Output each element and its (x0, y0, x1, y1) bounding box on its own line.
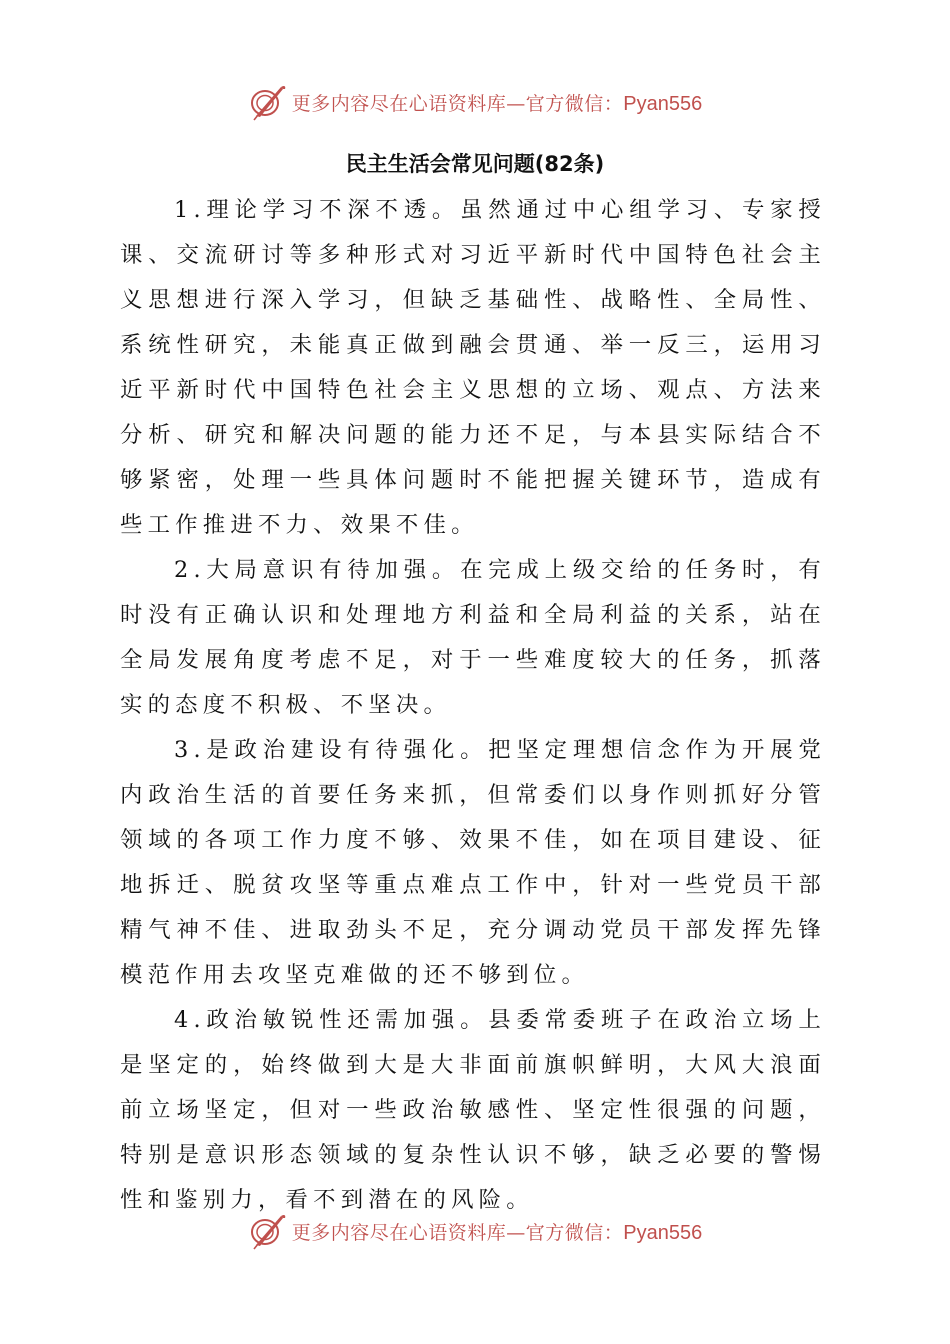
paragraph-1: 1.理论学习不深不透。虽然通过中心组学习、专家授课、交流研讨等多种形式对习近平新时代中国特色社会主义思想进行深入学习，但缺乏基础性、战略性、全局性、系统性研究，未能真正做到融会贯通、举一反三，运用习近平新时代中国特色社会主义思想的立场、观点、方法来分析、研究和解决问题的能力还不足，与本县实际结合不够紧密，处理一些具体问题时不能把握关键环节，造成有些工作推进不力、效果不佳。 (120, 197, 826, 538)
banner-text: 更多内容尽在心语资料库—官方微信：Pyan556 (291, 1221, 703, 1244)
wechat-handle: Pyan556 (623, 92, 703, 115)
header-banner (0, 80, 950, 124)
paragraph-2: 2.大局意识有待加强。在完成上级交给的任务时，有时没有正确认识和处理地方利益和全局利益的关系，站在全局发展角度考虑不足，对于一些难度较大的任务，抓落实的态度不积极、不坚决。 (120, 557, 826, 718)
banner-text: 更多内容尽在心语资料库—官方微信：Pyan556 (291, 92, 703, 115)
quill-pen-logo-icon (248, 1211, 288, 1251)
wechat-handle: Pyan556 (623, 1221, 703, 1244)
document-title: 民主生活会常见问题(82条) (345, 152, 605, 176)
paragraph-4: 4.政治敏锐性还需加强。县委常委班子在政治立场上是坚定的，始终做到大是大非面前旗帜鲜明，大风大浪面前立场坚定，但对一些政治敏感性、坚定性很强的问题，特别是意识形态领域的复杂性认识不够，缺乏必要的警惕性和鉴别力，看不到潜在的风险。 (120, 1007, 826, 1213)
document-body (120, 188, 826, 1223)
quill-pen-logo-icon (248, 82, 288, 122)
paragraph-3: 3.是政治建设有待强化。把坚定理想信念作为开展党内政治生活的首要任务来抓，但常委们以身作则抓好分管领域的各项工作力度不够、效果不佳，如在项目建设、征地拆迁、脱贫攻坚等重点难点工作中，针对一些党员干部精气神不佳、进取劲头不足，充分调动党员干部发挥先锋模范作用去攻坚克难做的还不够到位。 (120, 737, 826, 988)
footer-banner (0, 1209, 950, 1253)
